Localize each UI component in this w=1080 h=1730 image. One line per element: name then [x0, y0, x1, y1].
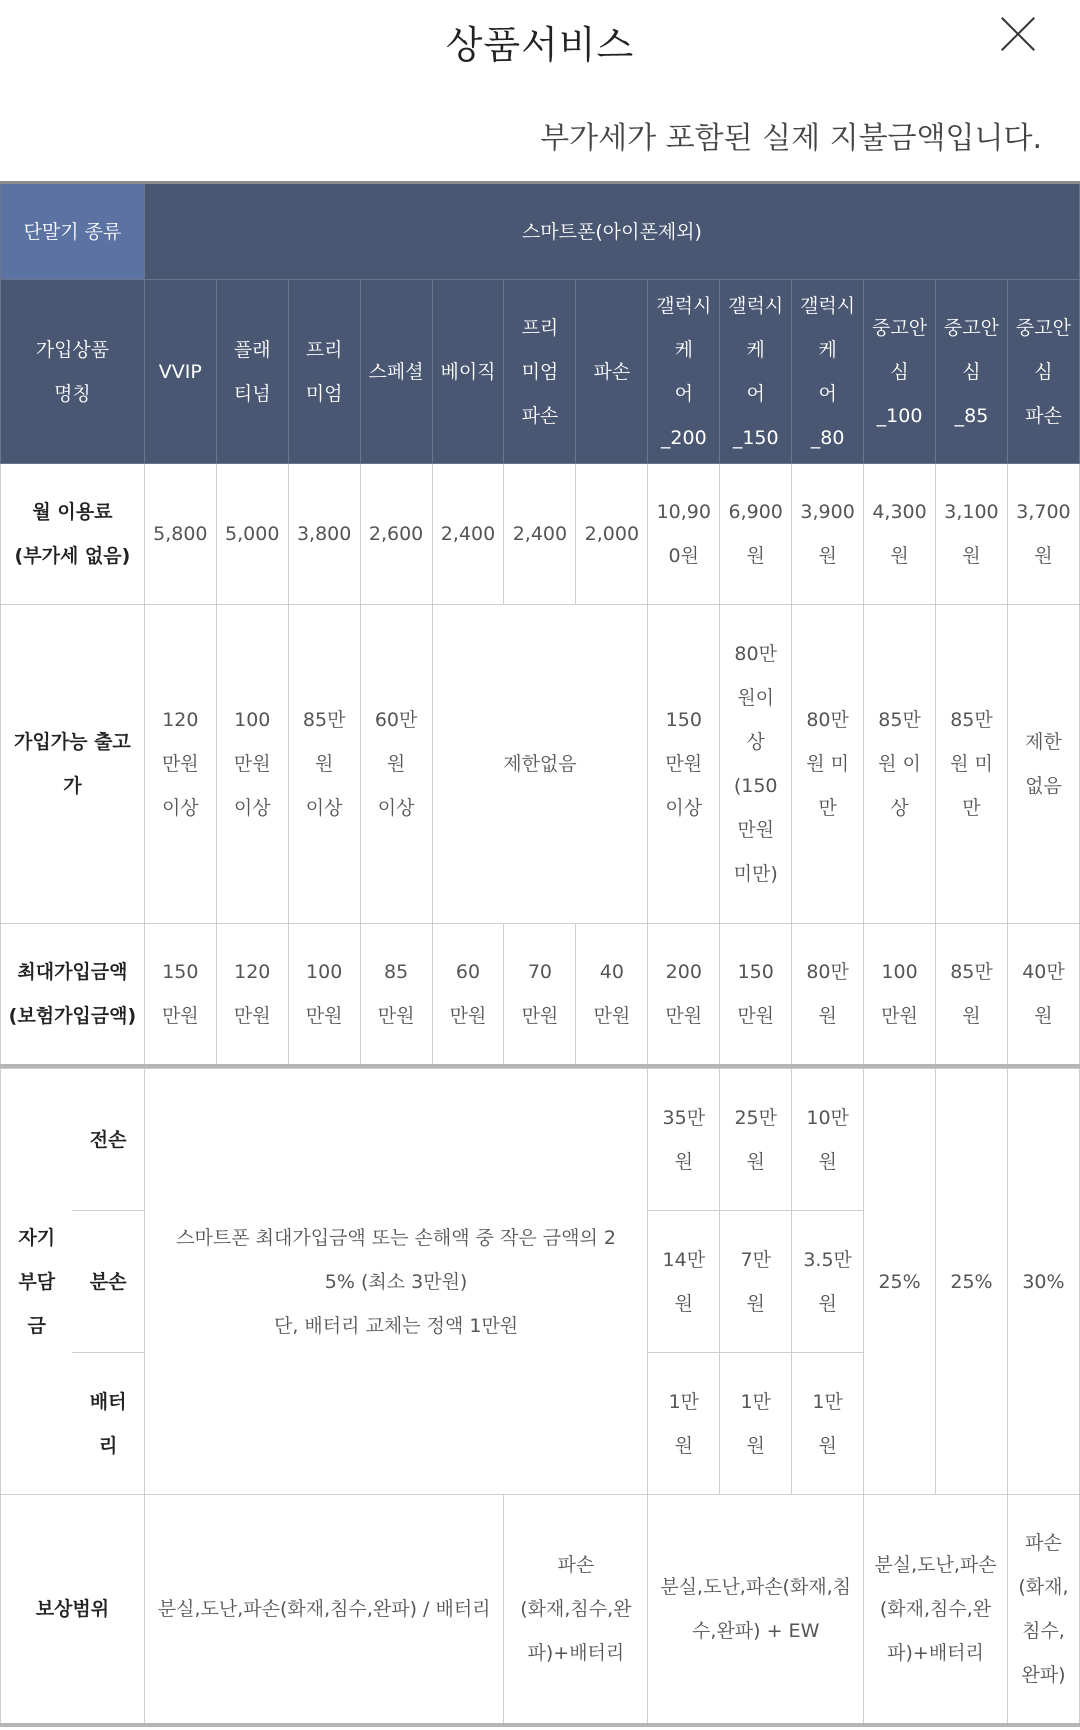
max-amount: 200 만원: [648, 924, 720, 1067]
coverage: 분실,도난,파손(화재,침수,완파) / 배터리: [144, 1495, 504, 1726]
max-amount: 100 만원: [288, 924, 360, 1067]
device-type-label: 단말기 종류: [1, 183, 145, 280]
max-amount: 80만 원: [792, 924, 864, 1067]
product-name: 프리 미엄 파손: [504, 280, 576, 464]
monthly-fee: 5,000: [216, 464, 288, 605]
deductible-sub-label: 전손: [72, 1069, 144, 1211]
table-row: [1, 280, 1080, 464]
page-title: 상품서비스: [445, 23, 635, 67]
monthly-fee: 4,300 원: [864, 464, 936, 605]
eligible-price: 120 만원 이상: [144, 605, 216, 924]
max-amount: 60 만원: [432, 924, 504, 1067]
vat-notice: 부가세가 포함된 실제 지불금액입니다.: [540, 121, 1042, 156]
max-amount: 40 만원: [576, 924, 648, 1067]
product-name: 베이직: [432, 280, 504, 464]
coverage: 파손 (화재, 침수, 완파): [1007, 1495, 1079, 1726]
product-name: VVIP: [144, 280, 216, 464]
table-row: [1, 605, 1080, 924]
table-row: [1, 1069, 1080, 1211]
monthly-fee: 2,400: [504, 464, 576, 605]
table-row: [1, 1495, 1080, 1726]
device-type-value: 스마트폰(아이폰제외): [144, 183, 1079, 280]
max-amount: 70 만원: [504, 924, 576, 1067]
monthly-fee: 3,900 원: [792, 464, 864, 605]
eligible-price: 60만 원 이상: [360, 605, 432, 924]
product-name: 플래 티넘: [216, 280, 288, 464]
product-name-label: 가입상품 명칭: [1, 280, 145, 464]
coverage: 분실,도난,파손(화재,침 수,완파) + EW: [648, 1495, 864, 1726]
eligible-price: 제한 없음: [1007, 605, 1079, 924]
product-name: 갤럭시케 어 _200: [648, 280, 720, 464]
used-deductible: 25%: [936, 1069, 1008, 1495]
eligible-price: 150 만원 이상: [648, 605, 720, 924]
monthly-fee: 6,900 원: [720, 464, 792, 605]
coverage-label: 보상범위: [1, 1495, 145, 1726]
monthly-fee: 10,90 0원: [648, 464, 720, 605]
table-row: [1, 464, 1080, 605]
total-loss: 35만 원: [648, 1069, 720, 1211]
monthly-fee: 3,800: [288, 464, 360, 605]
monthly-fee: 2,600: [360, 464, 432, 605]
monthly-fee: 3,100 원: [936, 464, 1008, 605]
battery: 1만 원: [792, 1353, 864, 1495]
partial-loss: 7만 원: [720, 1211, 792, 1353]
partial-loss: 3.5만 원: [792, 1211, 864, 1353]
max-amount: 40만 원: [1007, 924, 1079, 1067]
product-name: 중고안심 _100: [864, 280, 936, 464]
monthly-fee: 3,700 원: [1007, 464, 1079, 605]
monthly-fee: 2,400: [432, 464, 504, 605]
total-loss: 25만 원: [720, 1069, 792, 1211]
used-deductible: 30%: [1007, 1069, 1079, 1495]
eligible-price: 85만 원 이상: [288, 605, 360, 924]
product-name: 스페셜: [360, 280, 432, 464]
eligible-price: 80만 원이 상 (150 만원 미만): [720, 605, 792, 924]
max-amount: 100 만원: [864, 924, 936, 1067]
max-amount: 150 만원: [144, 924, 216, 1067]
battery: 1만 원: [720, 1353, 792, 1495]
product-name: 갤럭시케 어 _80: [792, 280, 864, 464]
max-amount: 150 만원: [720, 924, 792, 1067]
partial-loss: 14만 원: [648, 1211, 720, 1353]
product-name: 갤럭시케 어 _150: [720, 280, 792, 464]
max-amount-label: 최대가입금액 (보험가입금액): [1, 924, 145, 1067]
deductible-main: 스마트폰 최대가입금액 또는 손해액 중 작은 금액의 25% (최소 3만원) 단, 배터리 교체는 정액 1만원: [144, 1069, 647, 1495]
product-name: 중고안심 파손: [1007, 280, 1079, 464]
deductible-label: 자기 부담 금: [1, 1069, 73, 1495]
deductible-table: [0, 1068, 1080, 1727]
table-row: [1, 183, 1080, 280]
deductible-sub-label: 분손: [72, 1211, 144, 1353]
eligible-price-label: 가입가능 출고 가: [1, 605, 145, 924]
eligible-price: 85만 원 미 만: [936, 605, 1008, 924]
total-loss: 10만 원: [792, 1069, 864, 1211]
product-name: 중고안심 _85: [936, 280, 1008, 464]
max-amount: 85 만원: [360, 924, 432, 1067]
max-amount: 120 만원: [216, 924, 288, 1067]
eligible-price: 80만 원 미 만: [792, 605, 864, 924]
battery: 1만 원: [648, 1353, 720, 1495]
monthly-fee-label: 월 이용료 (부가세 없음): [1, 464, 145, 605]
close-icon[interactable]: [998, 14, 1038, 54]
product-name: 파손: [576, 280, 648, 464]
coverage: 파손 (화재,침수,완 파)+배터리: [504, 1495, 648, 1726]
eligible-price: 제한없음: [432, 605, 648, 924]
used-deductible: 25%: [864, 1069, 936, 1495]
eligible-price: 100 만원 이상: [216, 605, 288, 924]
coverage: 분실,도난,파손 (화재,침수,완 파)+배터리: [864, 1495, 1008, 1726]
header: [0, 0, 1080, 86]
monthly-fee: 2,000: [576, 464, 648, 605]
table-row: [1, 924, 1080, 1067]
deductible-sub-label: 배터 리: [72, 1353, 144, 1495]
product-table: [0, 181, 1080, 1068]
monthly-fee: 5,800: [144, 464, 216, 605]
product-name: 프리 미엄: [288, 280, 360, 464]
eligible-price: 85만 원 이 상: [864, 605, 936, 924]
max-amount: 85만 원: [936, 924, 1008, 1067]
